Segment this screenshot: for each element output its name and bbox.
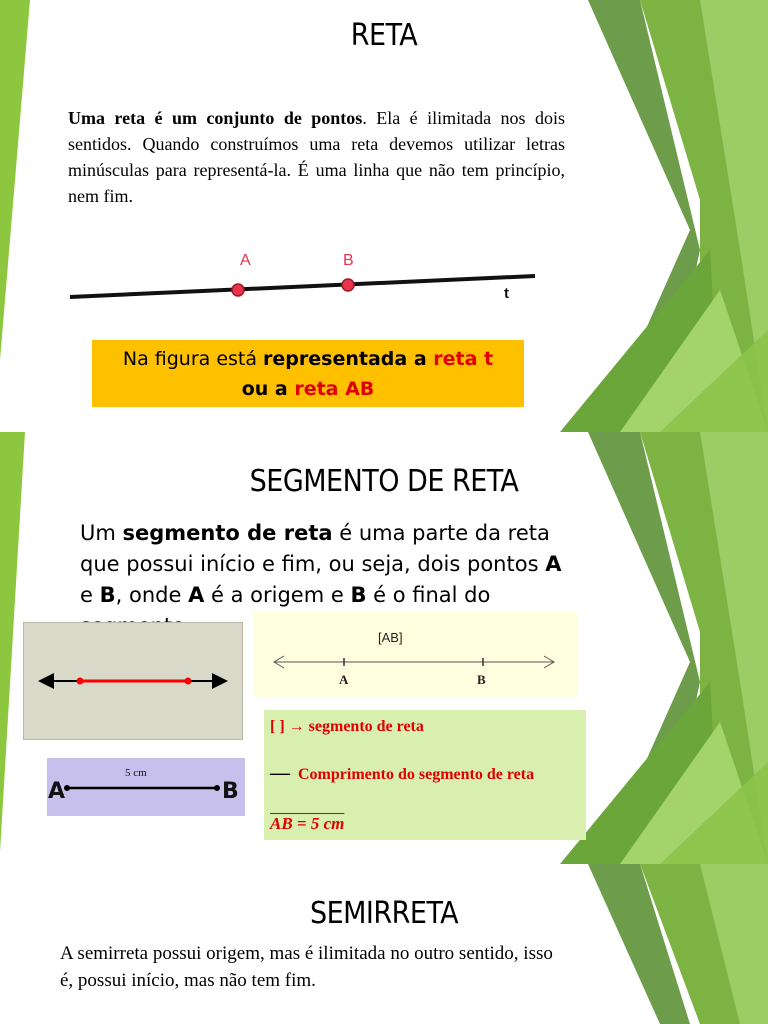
legend-line-3: AB = 5 cm xyxy=(270,814,345,833)
definition-bold: Uma reta é um conjunto de pontos xyxy=(68,108,363,128)
slide-reta xyxy=(0,0,768,432)
segment-length-figure xyxy=(47,758,245,816)
segment-length-panel xyxy=(47,758,245,816)
callout-text-1: Na figura está xyxy=(122,348,264,370)
semirreta-paragraph: A semirreta possui origem, mas é ilimitada no outro sentido, isso é, possui início, mas não tem fim. xyxy=(60,943,553,991)
slide-segmento xyxy=(0,432,768,864)
bracket-ab-figure xyxy=(254,612,577,697)
figure-callout xyxy=(92,340,524,407)
definition-rest: . Ela é ilimitada nos dois sentidos. Quando construímos uma reta devemos utilizar letras minúsculas para representá-la. É uma linha que não tem princípio, nem fim. xyxy=(68,108,565,206)
seg-a1: A xyxy=(545,552,562,576)
seg-a2: A xyxy=(188,583,205,607)
line-figure xyxy=(60,245,550,305)
seg-text-1: Um xyxy=(80,521,123,545)
seg-b1: B xyxy=(99,583,116,607)
callout-reta-ab: reta AB xyxy=(294,378,375,400)
callout-reta-t: reta t xyxy=(433,348,494,370)
legend-line-2 xyxy=(270,762,534,785)
seg-text-2: é uma parte da reta que possui início e fim, ou seja, dois pontos xyxy=(80,521,550,576)
label-a: A xyxy=(240,252,251,269)
length-a-label: A xyxy=(48,779,66,804)
point-a xyxy=(232,284,244,296)
point-b xyxy=(342,279,354,291)
length-measure: 5 cm xyxy=(125,767,147,779)
line-t xyxy=(70,276,535,297)
legend-length-text: Comprimento do segmento de reta xyxy=(298,766,535,783)
bracket-ab-panel xyxy=(254,612,577,697)
seg-text-6: é o final do xyxy=(373,583,491,607)
bracket-b-label: B xyxy=(477,672,486,687)
slide-title: SEMIRRETA xyxy=(309,896,459,931)
double-arrow-figure xyxy=(24,623,242,739)
length-b-label: B xyxy=(222,779,239,804)
label-b: B xyxy=(343,252,354,269)
slide-title: RETA xyxy=(350,18,418,53)
slide-semirreta xyxy=(0,864,768,1024)
legend-line-1: [ ] → segmento de reta xyxy=(270,718,424,735)
seg-text-3: e xyxy=(80,583,100,607)
callout-text-2: representada a xyxy=(263,348,434,370)
seg-bold: segmento de reta xyxy=(122,521,333,545)
seg-text-4: , onde xyxy=(115,583,189,607)
segment-arrow-panel xyxy=(23,622,243,740)
seg-b2: B xyxy=(350,583,367,607)
label-t: t xyxy=(504,285,509,302)
slide-title: SEGMENTO DE RETA xyxy=(249,464,519,499)
callout-text-4: ou a xyxy=(241,378,295,400)
legend-dash: — xyxy=(270,762,290,784)
definition-paragraph xyxy=(68,105,565,209)
notation-legend xyxy=(264,710,586,840)
bracket-ab-label: [AB] xyxy=(378,630,403,645)
seg-text-5: é a origem e xyxy=(204,583,351,607)
bracket-a-label: A xyxy=(339,672,349,687)
